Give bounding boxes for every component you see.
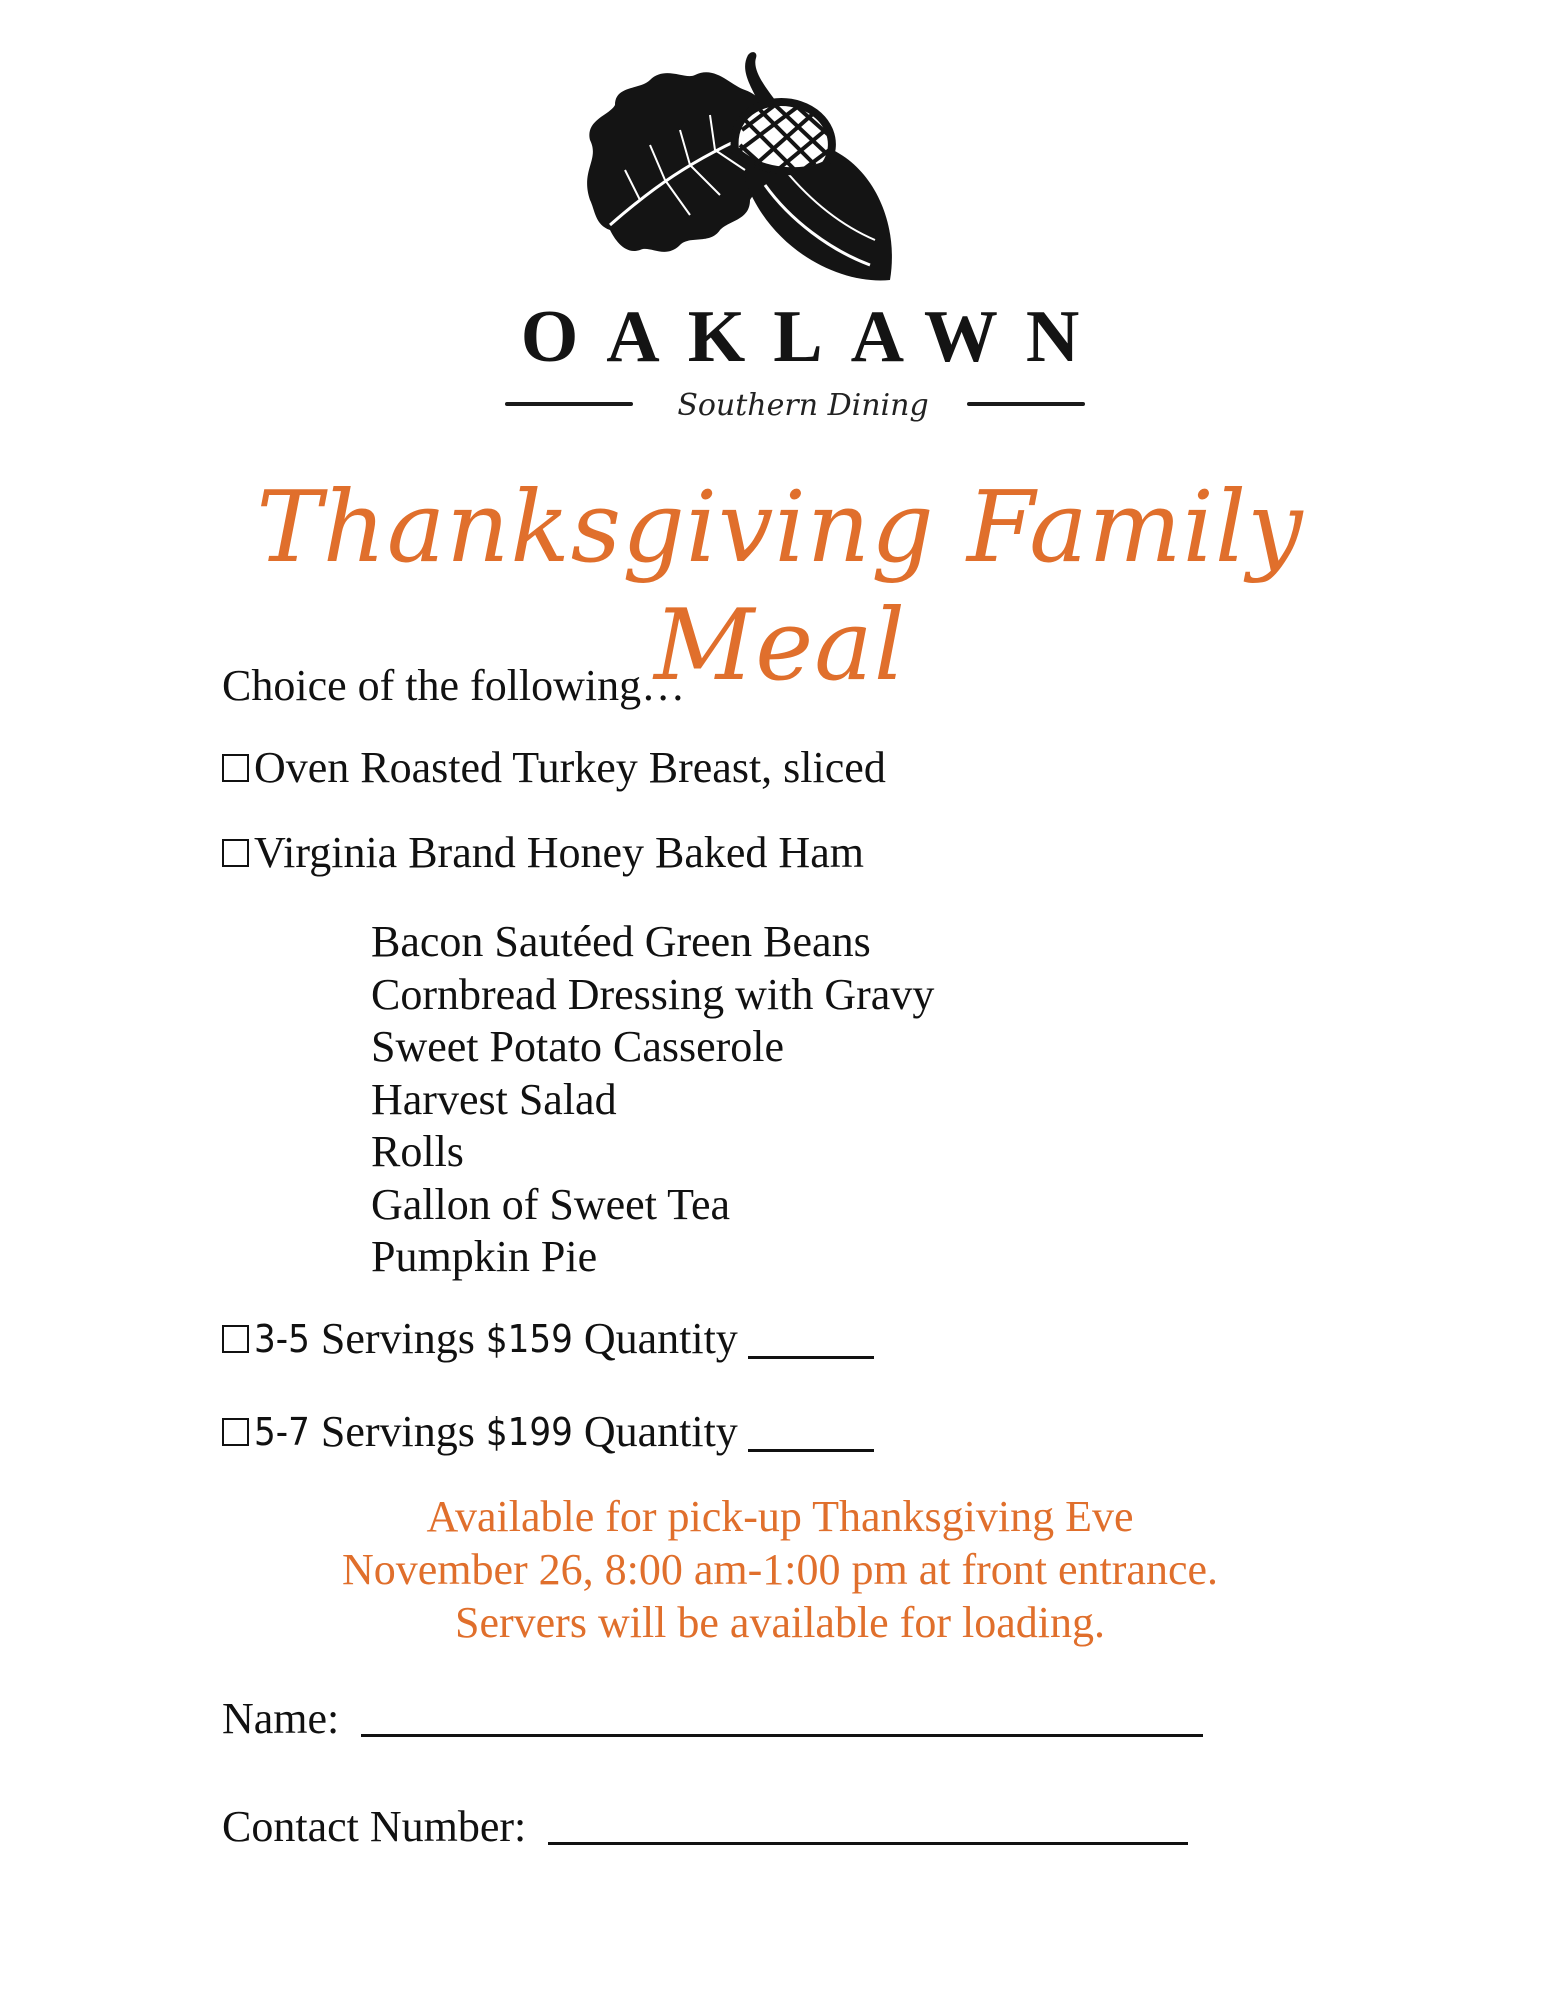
serving-option-small[interactable] (222, 1314, 874, 1363)
name-field-row (222, 1694, 1203, 1741)
quantity-field[interactable] (748, 1413, 874, 1452)
contact-number-field[interactable] (548, 1802, 1188, 1845)
contact-field-row (222, 1802, 1188, 1849)
checkbox[interactable] (222, 1325, 249, 1353)
side-item: Gallon of Sweet Tea (371, 1179, 731, 1229)
intro-text: Choice of the following… (222, 661, 686, 710)
price: $159 (485, 1317, 573, 1361)
entree-option-ham[interactable] (222, 828, 864, 877)
side-item: Rolls (371, 1127, 464, 1176)
pickup-line-3: Servers will be available for loading. (454, 1598, 1105, 1647)
contact-label: Contact Number: (222, 1802, 527, 1851)
servings-label: Servings (320, 1314, 475, 1363)
tagline-divider-left (505, 402, 633, 406)
name-field[interactable] (361, 1694, 1203, 1737)
entree-option-turkey[interactable] (222, 743, 886, 792)
checkbox[interactable] (222, 1418, 249, 1446)
checkbox[interactable] (222, 839, 249, 867)
serving-size: 5-7 (254, 1410, 310, 1454)
side-item: Harvest Salad (371, 1074, 617, 1124)
brand-name: OAKLAWN (520, 296, 1108, 378)
entree-option-label: Oven Roasted Turkey Breast, sliced (254, 743, 886, 792)
quantity-label: Quantity (583, 1314, 738, 1363)
brand-tagline: Southern Dining (677, 388, 929, 423)
price: $199 (485, 1410, 573, 1454)
pickup-line-2: November 26, 8:00 am-1:00 pm at front entrance. (341, 1545, 1219, 1594)
quantity-label: Quantity (583, 1407, 738, 1456)
name-label: Name: (222, 1694, 340, 1743)
serving-option-large[interactable] (222, 1407, 874, 1456)
page-title: Thanksgiving Family Meal (256, 471, 1304, 703)
entree-option-label: Virginia Brand Honey Baked Ham (254, 828, 864, 877)
pickup-line-1: Available for pick-up Thanksgiving Eve (426, 1492, 1134, 1541)
sides-list (371, 916, 934, 1284)
tagline-row (505, 388, 1085, 428)
checkbox[interactable] (222, 754, 249, 782)
acorn-oak-leaf-icon (570, 50, 970, 290)
pickup-info (160, 1490, 1400, 1649)
side-item: Bacon Sautéed Green Beans (371, 917, 871, 966)
side-item: Sweet Potato Casserole (371, 1022, 785, 1071)
quantity-field[interactable] (748, 1320, 874, 1359)
serving-size: 3-5 (254, 1317, 310, 1361)
side-item: Cornbread Dressing with Gravy (371, 969, 935, 1019)
tagline-divider-right (967, 402, 1085, 406)
side-item: Pumpkin Pie (371, 1232, 598, 1281)
servings-label: Servings (320, 1407, 475, 1456)
